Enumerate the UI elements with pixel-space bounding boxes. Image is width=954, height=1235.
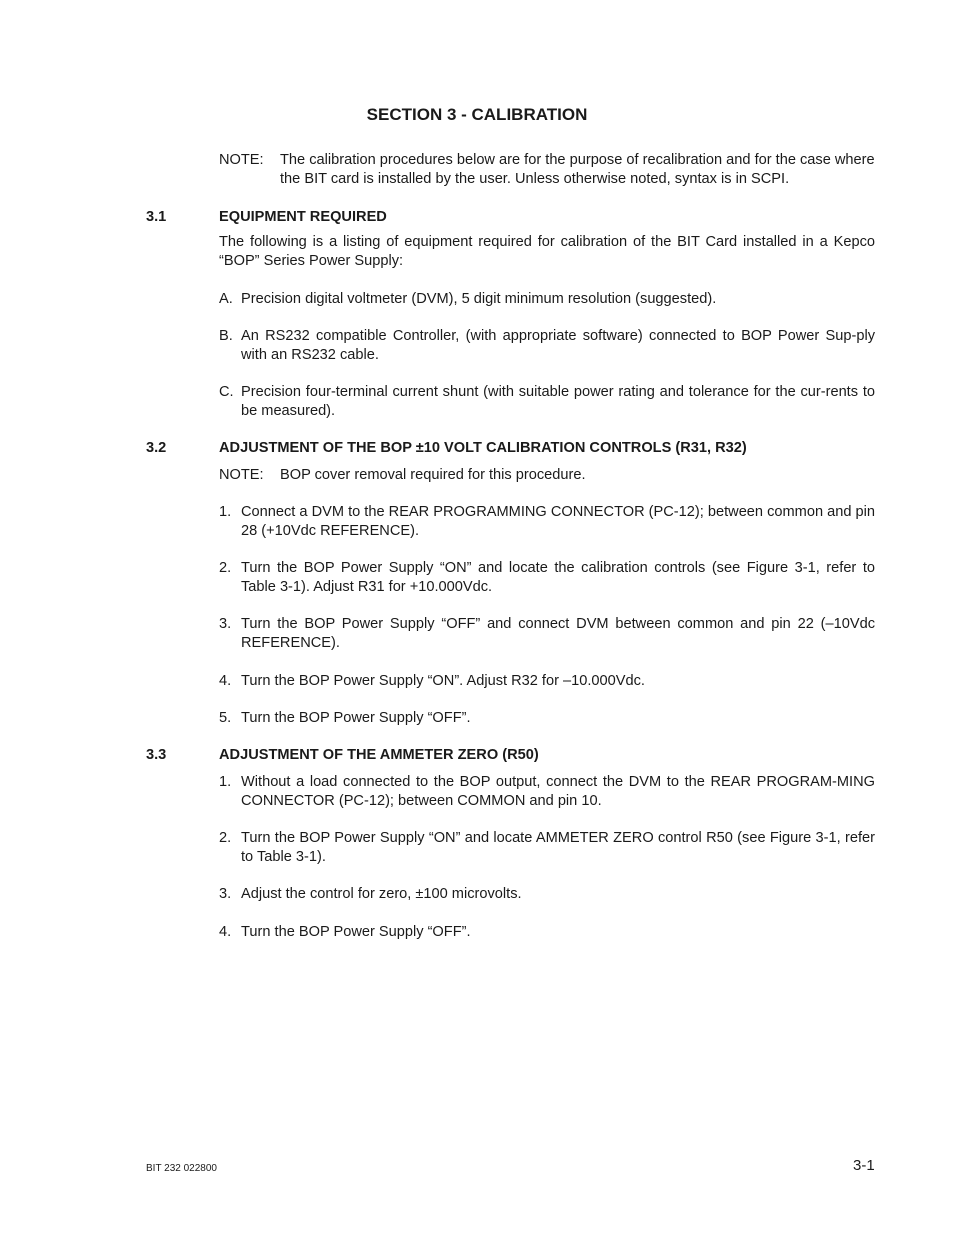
list-label: 4. — [219, 924, 232, 940]
footer-document-id: BIT 232 022800 — [146, 1163, 217, 1174]
list-item — [219, 615, 875, 653]
section-number: 3.3 — [146, 747, 167, 763]
list-label: 3. — [219, 886, 232, 902]
list-label: 5. — [219, 710, 232, 726]
equipment-intro: The following is a listing of equipment required for calibration of the BIT Card installed in a Kepco “BOP” Series Power Supply: — [219, 234, 875, 269]
list-label: 2. — [219, 560, 232, 576]
list-item — [219, 672, 875, 691]
list-label: 2. — [219, 830, 232, 846]
list-text: Turn the BOP Power Supply “OFF” and connect DVM between common and pin 22 (–10Vdc REFERENCE). — [241, 616, 875, 651]
list-label: C. — [219, 384, 234, 400]
list-label: 1. — [219, 774, 232, 790]
list-item — [219, 885, 875, 904]
section-title: EQUIPMENT REQUIRED — [219, 209, 387, 225]
page-number: 3-1 — [853, 1157, 875, 1174]
list-item — [219, 923, 875, 942]
list-text: Adjust the control for zero, ±100 microvolts. — [241, 886, 522, 902]
list-label: A. — [219, 291, 233, 307]
list-item — [219, 327, 875, 365]
list-item — [219, 709, 875, 728]
section-number: 3.1 — [146, 209, 167, 225]
list-label: 1. — [219, 504, 232, 520]
list-label: B. — [219, 328, 233, 344]
note-text: The calibration procedures below are for the purpose of recalibration and for the case where the BIT card is installed by the user. Unless otherwise noted, syntax is in SCPI. — [280, 152, 875, 187]
section-title: ADJUSTMENT OF THE AMMETER ZERO (R50) — [219, 747, 539, 763]
list-text: Without a load connected to the BOP output, connect the DVM to the REAR PROGRAM-MING CONNECTOR (PC-12); between COMMON and pin 10. — [241, 774, 875, 809]
note-text: BOP cover removal required for this procedure. — [280, 467, 586, 483]
list-item — [219, 383, 875, 421]
page-title: SECTION 3 - CALIBRATION — [366, 105, 588, 124]
list-item — [219, 290, 875, 309]
list-text: Turn the BOP Power Supply “ON” and locate the calibration controls (see Figure 3-1, refer to Table 3-1). Adjust R31 for +10.000Vdc. — [241, 560, 875, 595]
list-text: Precision four-terminal current shunt (with suitable power rating and tolerance for the cur-rents to be measured). — [241, 384, 875, 419]
list-text: Precision digital voltmeter (DVM), 5 digit minimum resolution (suggested). — [241, 291, 717, 307]
list-text: Turn the BOP Power Supply “ON”. Adjust R32 for –10.000Vdc. — [241, 673, 645, 689]
section-title: ADJUSTMENT OF THE BOP ±10 VOLT CALIBRATION CONTROLS (R31, R32) — [219, 440, 747, 456]
section-number: 3.2 — [146, 440, 167, 456]
list-text: Connect a DVM to the REAR PROGRAMMING CONNECTOR (PC-12); between common and pin 28 (+10Vdc REFERENCE). — [241, 504, 875, 539]
list-text: Turn the BOP Power Supply “OFF”. — [241, 710, 471, 726]
list-text: An RS232 compatible Controller, (with appropriate software) connected to BOP Power Sup-ply with an RS232 cable. — [241, 328, 875, 363]
note-recalibration — [219, 151, 875, 189]
note-cover-removal — [219, 466, 875, 485]
note-label: NOTE: — [219, 467, 264, 483]
list-item — [219, 503, 875, 541]
list-text: Turn the BOP Power Supply “OFF”. — [241, 924, 471, 940]
list-item — [219, 559, 875, 597]
list-item — [219, 829, 875, 867]
list-label: 3. — [219, 616, 232, 632]
list-item — [219, 773, 875, 811]
list-label: 4. — [219, 673, 232, 689]
list-text: Turn the BOP Power Supply “ON” and locate AMMETER ZERO control R50 (see Figure 3-1, refer to Table 3-1). — [241, 830, 875, 865]
note-label: NOTE: — [219, 152, 264, 168]
